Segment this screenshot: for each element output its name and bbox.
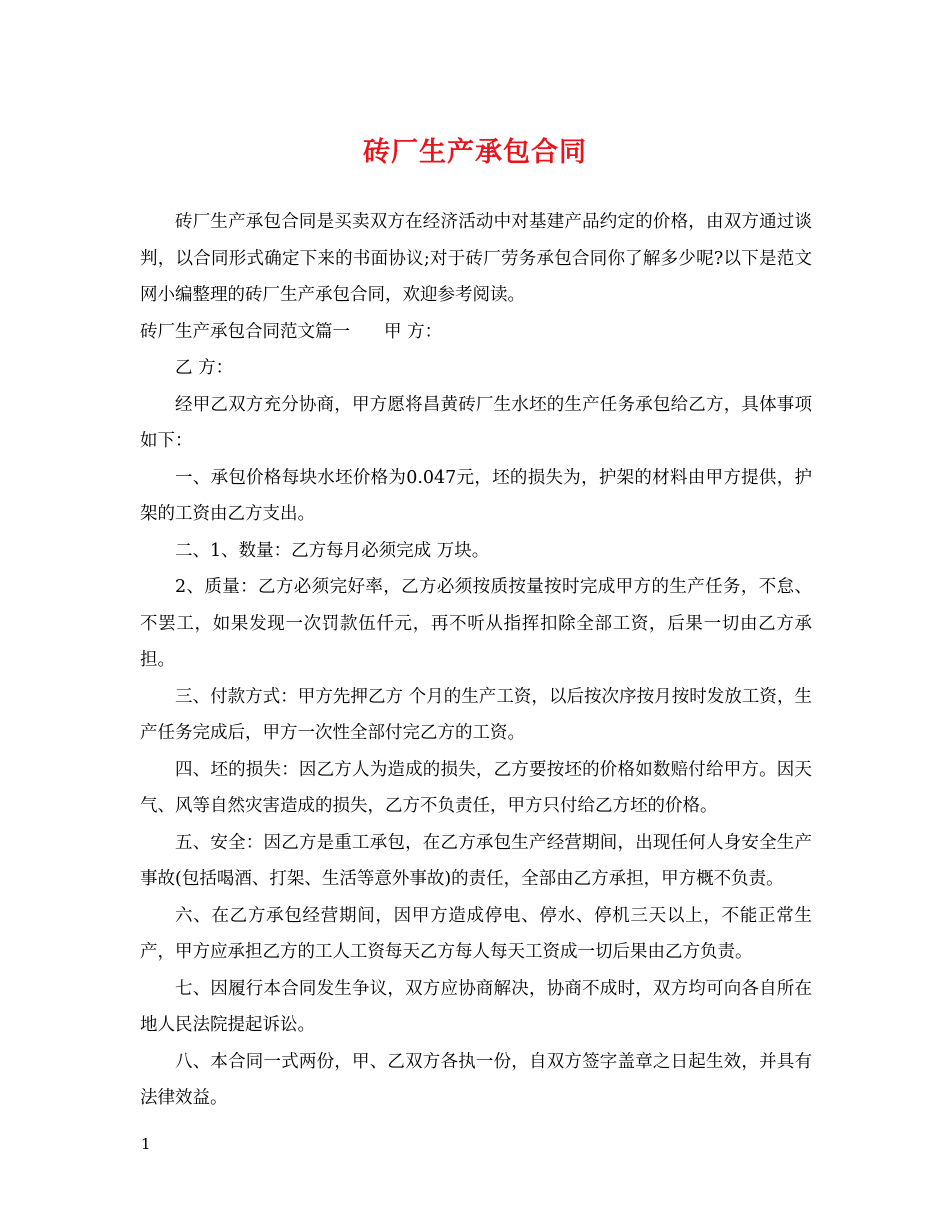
party-b-label: 乙 方：	[175, 358, 234, 378]
section-heading-line	[140, 314, 812, 351]
party-a-label: 甲 方：	[384, 321, 443, 342]
document-body	[140, 204, 812, 1117]
clause-2-quantity: 二、1、数量：乙方每月必须完成 万块。	[175, 540, 490, 561]
clause-8: 八、本合同一式两份，甲、乙双方各执一份，自双方签字盖章之日起生效，并具有法律效益。	[140, 1051, 812, 1108]
clause-1: 一、承包价格每块水坯价格为0.047元，坯的损失为，护架的材料由甲方提供，护架的工资由乙方支出。	[140, 467, 812, 524]
clause-3: 三、付款方式：甲方先押乙方 个月的生产工资，以后按次序按月按时发放工资，生产任务完成后，甲方一次性全部付完乙方的工资。	[140, 686, 812, 743]
intro-paragraph: 砖厂生产承包合同是买卖双方在经济活动中对基建产品约定的价格，由双方通过谈判，以合同形式确定下来的书面协议;对于砖厂劳务承包合同你了解多少呢?以下是范文网小编整理的砖厂生产承包合同，欢迎参考阅读。	[140, 212, 812, 305]
agreement-paragraph: 经甲乙双方充分协商，甲方愿将昌黄砖厂生水坯的生产任务承包给乙方，具体事项如下：	[140, 394, 812, 451]
clause-4: 四、坯的损失：因乙方人为造成的损失，乙方要按坯的价格如数赔付给甲方。因天气、风等自然灾害造成的损失，乙方不负责任，甲方只付给乙方坯的价格。	[140, 759, 812, 816]
clause-7: 七、因履行本合同发生争议，双方应协商解决，协商不成时，双方均可向各自所在地人民法院提起诉讼。	[140, 978, 812, 1035]
clause-5: 五、安全：因乙方是重工承包，在乙方承包生产经营期间，出现任何人身安全生产事故(包括喝酒、打架、生活等意外事故)的责任，全部由乙方承担，甲方概不负责。	[140, 832, 812, 889]
clause-6: 六、在乙方承包经营期间，因甲方造成停电、停水、停机三天以上，不能正常生产，甲方应承担乙方的工人工资每天乙方每人每天工资成一切后果由乙方负责。	[140, 905, 812, 962]
document-title: 砖厂生产承包合同	[363, 137, 587, 168]
clause-2-quality: 2、质量：乙方必须完好率，乙方必须按质按量按时完成甲方的生产任务，不怠、不罢工，如果发现一次罚款伍仟元，再不听从指挥扣除全部工资，后果一切由乙方承担。	[140, 577, 812, 670]
page-number: 1	[141, 1135, 151, 1153]
section-heading: 砖厂生产承包合同范文篇一	[140, 321, 350, 342]
